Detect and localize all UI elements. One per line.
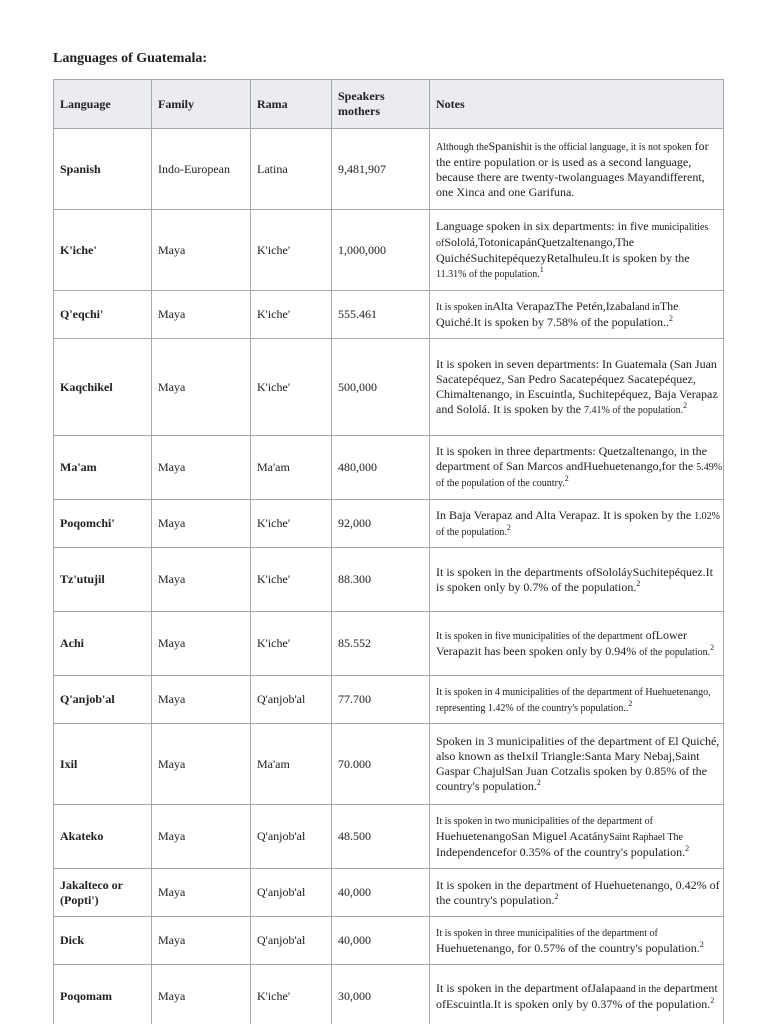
speakers-cell: 1,000,000 <box>332 210 430 291</box>
footnote-reference[interactable]: 2 <box>710 996 715 1005</box>
notes-cell <box>430 548 724 612</box>
language-cell: Q'eqchi' <box>54 291 152 339</box>
table-row <box>54 676 724 724</box>
family-cell: Maya <box>152 436 251 500</box>
notes-text: Spanish <box>488 138 527 153</box>
language-cell: Poqomchi' <box>54 500 152 548</box>
speakers-cell: 77.700 <box>332 676 430 724</box>
language-cell: Achi <box>54 612 152 676</box>
notes-cell <box>430 869 724 917</box>
speakers-cell: 92,000 <box>332 500 430 548</box>
language-cell: Poqomam <box>54 965 152 1024</box>
languages-table <box>53 79 724 1024</box>
notes-cell <box>430 129 724 210</box>
notes-cell <box>430 612 724 676</box>
footnote-reference[interactable]: 2 <box>628 698 633 708</box>
speakers-cell: 555.461 <box>332 291 430 339</box>
notes-cell <box>430 210 724 291</box>
column-header-family[interactable]: Family <box>152 80 251 129</box>
notes-text: of the population. <box>639 646 711 658</box>
family-cell: Maya <box>152 548 251 612</box>
notes-text: it is the official language, it is not spoken <box>526 141 692 153</box>
language-cell: Akateko <box>54 805 152 869</box>
speakers-cell: 88.300 <box>332 548 430 612</box>
notes-text: It is spoken in <box>436 302 493 313</box>
notes-cell <box>430 917 724 965</box>
family-cell: Maya <box>152 291 251 339</box>
rama-cell: K'iche' <box>251 291 332 339</box>
notes-text: In Baja Verapaz and Alta Verapaz. It is spoken by the <box>436 507 695 522</box>
footnote-reference[interactable]: 2 <box>699 940 704 949</box>
column-header-speakers[interactable]: Speakers mothers <box>332 80 430 129</box>
notes-cell <box>430 805 724 869</box>
language-cell: Q'anjob'al <box>54 676 152 724</box>
notes-text: It is spoken in the department of <box>436 981 592 995</box>
notes-cell <box>430 339 724 436</box>
footnote-reference[interactable]: 2 <box>710 642 715 652</box>
notes-text: HuehuetenangoSan Miguel Acatány <box>436 829 610 843</box>
family-cell: Maya <box>152 917 251 965</box>
notes-text: 7.41% of the population. <box>583 404 684 416</box>
family-cell: Maya <box>152 965 251 1024</box>
notes-text: Spoken in 3 municipalities of the department of El Quiché, also known as theIxil Triangle:Santa Mary Nebaj,Saint Gaspar ChajulSan Juan Cotzalis spoken by 0.85% of the country's population. <box>436 734 720 793</box>
family-cell: Maya <box>152 805 251 869</box>
notes-text: 5.49% of the population of the country. <box>436 462 723 489</box>
rama-cell: K'iche' <box>251 500 332 548</box>
family-cell: Maya <box>152 612 251 676</box>
notes-text: It is spoken in five municipalities of the department <box>436 630 643 642</box>
notes-text: and in <box>635 302 660 313</box>
language-cell: K'iche' <box>54 210 152 291</box>
footnote-reference[interactable]: 2 <box>668 314 673 323</box>
notes-text: The Quiché.It is spoken by 7.58% of the population.. <box>436 299 679 329</box>
footnote-reference[interactable]: 2 <box>536 778 541 787</box>
footnote-reference[interactable]: 2 <box>683 400 688 410</box>
notes-text: It is spoken in three departments: Quetzaltenango, in the department of San Marcos andHuehuetenango,for the <box>436 444 707 473</box>
speakers-cell: 9,481,907 <box>332 129 430 210</box>
notes-text: Sololá,TotonicapánQuetzaltenango,The QuichéSuchitepéquezyRetalhuleu.It is spoken by the <box>436 234 690 265</box>
table-row <box>54 548 724 612</box>
notes-text: Although the <box>436 141 489 153</box>
rama-cell: K'iche' <box>251 548 332 612</box>
notes-text: It is spoken in two municipalities of the department of <box>436 816 653 827</box>
rama-cell: K'iche' <box>251 612 332 676</box>
rama-cell: Q'anjob'al <box>251 917 332 965</box>
language-cell: Ma'am <box>54 436 152 500</box>
speakers-cell: 40,000 <box>332 917 430 965</box>
family-cell: Maya <box>152 500 251 548</box>
language-cell: Jakalteco or (Popti') <box>54 869 152 917</box>
column-header-notes[interactable]: Notes <box>430 80 724 129</box>
family-cell: Indo-European <box>152 129 251 210</box>
footnote-reference[interactable]: 2 <box>554 891 559 901</box>
table-row <box>54 869 724 917</box>
speakers-cell: 30,000 <box>332 965 430 1024</box>
language-cell: Spanish <box>54 129 152 210</box>
rama-cell: Ma'am <box>251 436 332 500</box>
table-header <box>54 80 724 129</box>
speakers-cell: 85.552 <box>332 612 430 676</box>
footnote-reference[interactable]: 2 <box>636 578 641 588</box>
notes-text: Jalapa <box>591 981 622 995</box>
rama-cell: K'iche' <box>251 965 332 1024</box>
table-row <box>54 917 724 965</box>
notes-cell <box>430 965 724 1024</box>
table-row <box>54 291 724 339</box>
rama-cell: Latina <box>251 129 332 210</box>
speakers-cell: 40,000 <box>332 869 430 917</box>
table-body <box>54 129 724 1024</box>
table-row <box>54 436 724 500</box>
footnote-reference[interactable]: 1 <box>539 264 544 274</box>
notes-text: It is spoken in 4 municipalities of the department of Huehuetenango, representing 1.42% of the country's population.. <box>436 686 711 714</box>
table-row <box>54 339 724 436</box>
column-header-language[interactable]: Language <box>54 80 152 129</box>
speakers-cell: 480,000 <box>332 436 430 500</box>
notes-text: Independencefor 0.35% of the country's population. <box>436 845 686 859</box>
speakers-cell: 48.500 <box>332 805 430 869</box>
notes-cell <box>430 436 724 500</box>
table-row <box>54 612 724 676</box>
family-cell: Maya <box>152 724 251 805</box>
language-cell: Dick <box>54 917 152 965</box>
table-row <box>54 129 724 210</box>
family-cell: Maya <box>152 210 251 291</box>
speakers-cell: 70.000 <box>332 724 430 805</box>
rama-cell: Q'anjob'al <box>251 869 332 917</box>
table-row <box>54 724 724 805</box>
notes-cell <box>430 500 724 548</box>
rama-cell: K'iche' <box>251 339 332 436</box>
table-row <box>54 965 724 1024</box>
page-heading: Languages of Guatemala: <box>53 51 207 66</box>
rama-cell: K'iche' <box>251 210 332 291</box>
family-cell: Maya <box>152 339 251 436</box>
footnote-reference[interactable]: 2 <box>564 474 569 483</box>
footnote-reference[interactable]: 2 <box>506 522 511 532</box>
notes-text: 11.31% of the population. <box>436 268 540 280</box>
notes-text: It is spoken in seven departments: In Guatemala (San Juan Sacatepéquez, San Pedro Sacatepéquez Sacatepéquez, Chimaltenango, in Escuintla, Suchitepéquez, Baja Verapaz and Sololá. It is spoken by the <box>436 356 718 416</box>
table-header-row <box>54 80 724 129</box>
notes-cell <box>430 724 724 805</box>
footnote-reference[interactable]: 2 <box>685 844 690 853</box>
notes-text: 1.02% of the population. <box>436 510 720 538</box>
notes-text: Saint Raphael The <box>609 832 683 843</box>
rama-cell: Q'anjob'al <box>251 676 332 724</box>
table-row <box>54 500 724 548</box>
notes-text: Language spoken in six departments: in five <box>436 218 652 233</box>
notes-text: for the entire population or is used as a second language, because there are twenty-twolanguages Mayandifferent, one Xinca and one Garifuna. <box>436 138 709 199</box>
speakers-cell: 500,000 <box>332 339 430 436</box>
notes-text: Huehuetenango, for 0.57% of the country's population. <box>436 941 700 955</box>
notes-text: and in the <box>621 984 661 995</box>
notes-text: Alta VerapazThe Petén,Izabal <box>492 299 636 313</box>
column-header-rama[interactable]: Rama <box>251 80 332 129</box>
rama-cell: Ma'am <box>251 724 332 805</box>
notes-text: It is spoken in the departments ofSololáySuchitepéquez.It is spoken only by 0.7% of the population. <box>436 564 713 594</box>
family-cell: Maya <box>152 869 251 917</box>
rama-cell: Q'anjob'al <box>251 805 332 869</box>
language-cell: Kaqchikel <box>54 339 152 436</box>
notes-text: It is spoken in the department of Huehuetenango, 0.42% of the country's population. <box>436 877 720 907</box>
table-row <box>54 805 724 869</box>
notes-text: municipalities of <box>436 221 709 249</box>
table-row <box>54 210 724 291</box>
notes-cell <box>430 291 724 339</box>
notes-text: It is spoken in three municipalities of the department of <box>436 928 658 939</box>
language-cell: Ixil <box>54 724 152 805</box>
notes-text: ofLower Verapazit has been spoken only by 0.94% <box>436 627 687 658</box>
language-cell: Tz'utujil <box>54 548 152 612</box>
notes-cell <box>430 676 724 724</box>
family-cell: Maya <box>152 676 251 724</box>
notes-text: department ofEscuintla.It is spoken only by 0.37% of the population. <box>436 981 718 1011</box>
